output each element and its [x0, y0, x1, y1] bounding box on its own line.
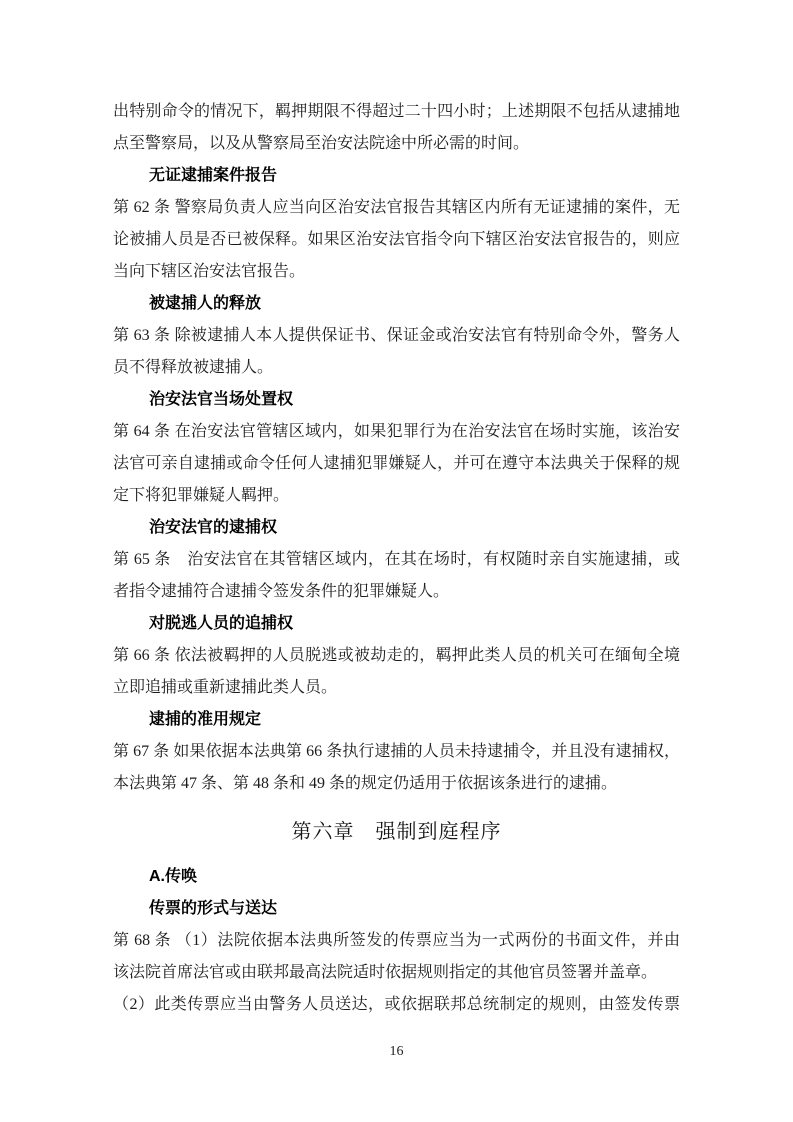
paragraph-line: 当向下辖区治安法官报告。 [113, 263, 306, 280]
paragraph-line: 第 66 条 依法被羁押的人员脱逃或被劫走的，羁押此类人员的机关可在缅甸全境 [113, 647, 680, 664]
section-heading: 治安法官的逮捕权 [149, 519, 278, 536]
body-paragraph [113, 96, 680, 160]
paragraph-line: 定下将犯罪嫌疑人羁押。 [113, 487, 290, 504]
section-heading: 对脱逃人员的追捕权 [149, 615, 294, 632]
paragraph-line: 点至警察局，以及从警察局至治安法院途中所必需的时间。 [113, 135, 530, 152]
paragraph-line: 员不得释放被逮捕人。 [113, 359, 274, 376]
paragraph-line: 第 67 条 如果依据本法典第 66 条执行逮捕的人员未持逮捕令，并且没有逮捕权， [113, 743, 680, 760]
section-heading: 被逮捕人的释放 [149, 295, 262, 312]
body-paragraph [113, 925, 680, 989]
paragraph-line: 第 65 条 治安法官在其管辖区域内，在其在场时，有权随时亲自实施逮捕，或 [113, 551, 680, 568]
body-paragraph [113, 640, 680, 704]
paragraph-line: 该法院首席法官或由联邦最高法院适时依据规则指定的其他官员签署并盖章。 [113, 964, 658, 981]
body-paragraph [113, 544, 680, 608]
chapter-heading: 第六章 强制到庭程序 [291, 821, 502, 843]
body-paragraph [113, 989, 680, 1021]
section-heading: 传票的形式与送达 [149, 900, 278, 917]
body-paragraph [113, 320, 680, 384]
body-paragraph [113, 416, 680, 512]
paragraph-line: 论被捕人员是否已被保释。如果区治安法官指令向下辖区治安法官报告的，则应 [113, 231, 680, 248]
body-paragraph [113, 192, 680, 288]
paragraph-line: 法官可亲自逮捕或命令任何人逮捕犯罪嫌疑人，并可在遵守本法典关于保释的规 [113, 455, 680, 472]
section-heading: 治安法官当场处置权 [149, 391, 294, 408]
paragraph-line: （2）此类传票应当由警务人员送达，或依据联邦总统制定的规则，由签发传票 [113, 996, 680, 1013]
paragraph-line: 第 63 条 除被逮捕人本人提供保证书、保证金或治安法官有特别命令外，警务人 [113, 327, 680, 344]
text-column [113, 96, 680, 1021]
paragraph-line: 者指令逮捕符合逮捕令签发条件的犯罪嫌疑人。 [113, 583, 450, 600]
section-heading: 逮捕的准用规定 [149, 711, 262, 728]
body-paragraph [113, 736, 680, 800]
page-number: 16 [389, 1044, 404, 1059]
paragraph-line: 立即追捕或重新逮捕此类人员。 [113, 679, 338, 696]
section-heading: A.传唤 [149, 868, 198, 885]
paragraph-line: 第 68 条 （1）法院依据本法典所签发的传票应当为一式两份的书面文件，并由 [113, 932, 680, 949]
paragraph-line: 本法典第 47 条、第 48 条和 49 条的规定仍适用于依据该条进行的逮捕。 [113, 775, 618, 792]
section-heading: 无证逮捕案件报告 [149, 167, 278, 184]
paragraph-line: 第 62 条 警察局负责人应当向区治安法官报告其辖区内所有无证逮捕的案件，无 [113, 199, 680, 216]
paragraph-line: 出特别命令的情况下，羁押期限不得超过二十四小时；上述期限不包括从逮捕地 [113, 103, 680, 120]
paragraph-line: 第 64 条 在治安法官管辖区域内，如果犯罪行为在治安法官在场时实施，该治安 [113, 423, 680, 440]
